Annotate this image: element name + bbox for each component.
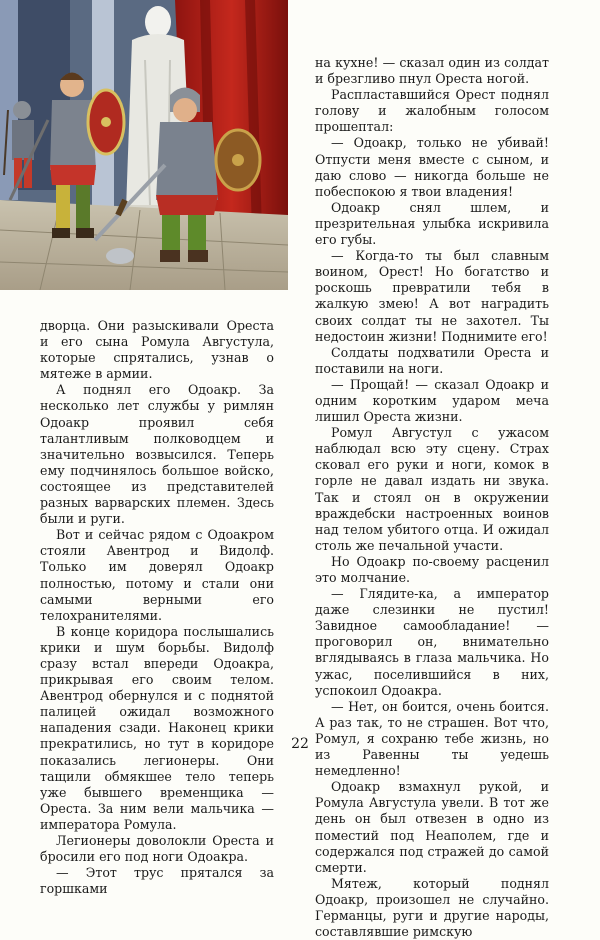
paragraph: Вот и сейчас рядом с Одоакром стояли Авентрод и Видолф. Только им доверял Одоакр полностью, потому и стали они самыми верными его телохранителями. — [40, 527, 274, 623]
paragraph: — Этот трус прятался за горшками — [40, 865, 274, 897]
illustration-drawing — [0, 0, 288, 290]
illustration-soldiers — [0, 0, 288, 290]
paragraph: — Глядите-ка, а император даже слезинки не пустил! Завидное самообладание! — проговорил он, внимательно вглядываясь в глаза мальчика. Но ужас, поселившийся в них, успокоил Одоакра. — [315, 586, 549, 698]
paragraph: А поднял его Одоакр. За несколько лет службы у римлян Одоакр проявил себя талантливым полководцем и значительно возвысился. Теперь ему подчинялось большое войско, состоящее из представителей разных варварских племен. Здесь были и руги. — [40, 382, 274, 527]
page-number: 22 — [291, 736, 309, 752]
paragraph: В конце коридора послышались крики и шум борьбы. Видолф сразу встал впереди Одоакра, прикрывая его своим телом. Авентрод обернулся и с поднятой палицей ожидал возможного нападения сзади. Наконец крики прекратились, но тут в коридоре показались легионеры. Они тащили обмякшее тело теперь уже бывшего временщика — Ореста. За ним вели мальчика — императора Ромула. — [40, 623, 274, 832]
paragraph: Но Одоакр по-своему расценил это молчание. — [315, 553, 549, 585]
paragraph: Одоакр снял шлем, и презрительная улыбка искривила его губы. — [315, 199, 549, 248]
paragraph: — Нет, он боится, очень боится. А раз так, то не страшен. Вот что, Ромул, я сохраню тебе жизнь, но из Равенны ты уедешь немедленно! — [315, 698, 549, 779]
paragraph: Одоакр взмахнул рукой, и Ромула Августула увели. В тот же день он был отвезен в одно из поместий под Неаполем, где и содержался под стражей до самой смерти. — [315, 779, 549, 875]
paragraph: — Прощай! — сказал Одоакр и одним коротким ударом меча лишил Ореста жизни. — [315, 376, 549, 425]
paragraph: Мятеж, который поднял Одоакр, произошел не случайно. Германцы, руги и другие народы, составлявшие римскую — [315, 875, 549, 940]
text-column-left — [40, 318, 274, 897]
paragraph: Распластавшийся Орест поднял голову и жалобным голосом прошептал: — [315, 87, 549, 135]
paragraph: Ромул Августул с ужасом наблюдал всю эту сцену. Страх сковал его руки и ноги, комок в горле не давал издать ни звука. Так и стоял он в окружении враждебски настроенных воинов над телом убитого отца. И ожидал столь же печальной участи. — [315, 425, 549, 553]
paragraph: Солдаты подхватили Ореста и поставили на ноги. — [315, 344, 549, 376]
paragraph: дворца. Они разыскивали Ореста и его сына Ромула Августула, которые спрятались, узнав о мятеже в армии. — [40, 318, 274, 382]
paragraph: — Когда-то ты был славным воином, Орест! Но богатство и роскошь превратили тебя в жалкую змею! А вот наградить своих солдат ты не захотел. Ты недостоин жизни! Поднимите его! — [315, 248, 549, 344]
text-column-right — [315, 55, 549, 940]
paragraph: — Одоакр, только не убивай! Отпусти меня вместе с сыном, и даю слово — никогда больше не побеспокою я твои владения! — [315, 135, 549, 199]
paragraph: на кухне! — сказал один из солдат и брезгливо пнул Ореста ногой. — [315, 55, 549, 87]
paragraph: Легионеры доволокли Ореста и бросили его под ноги Одоакра. — [40, 833, 274, 865]
